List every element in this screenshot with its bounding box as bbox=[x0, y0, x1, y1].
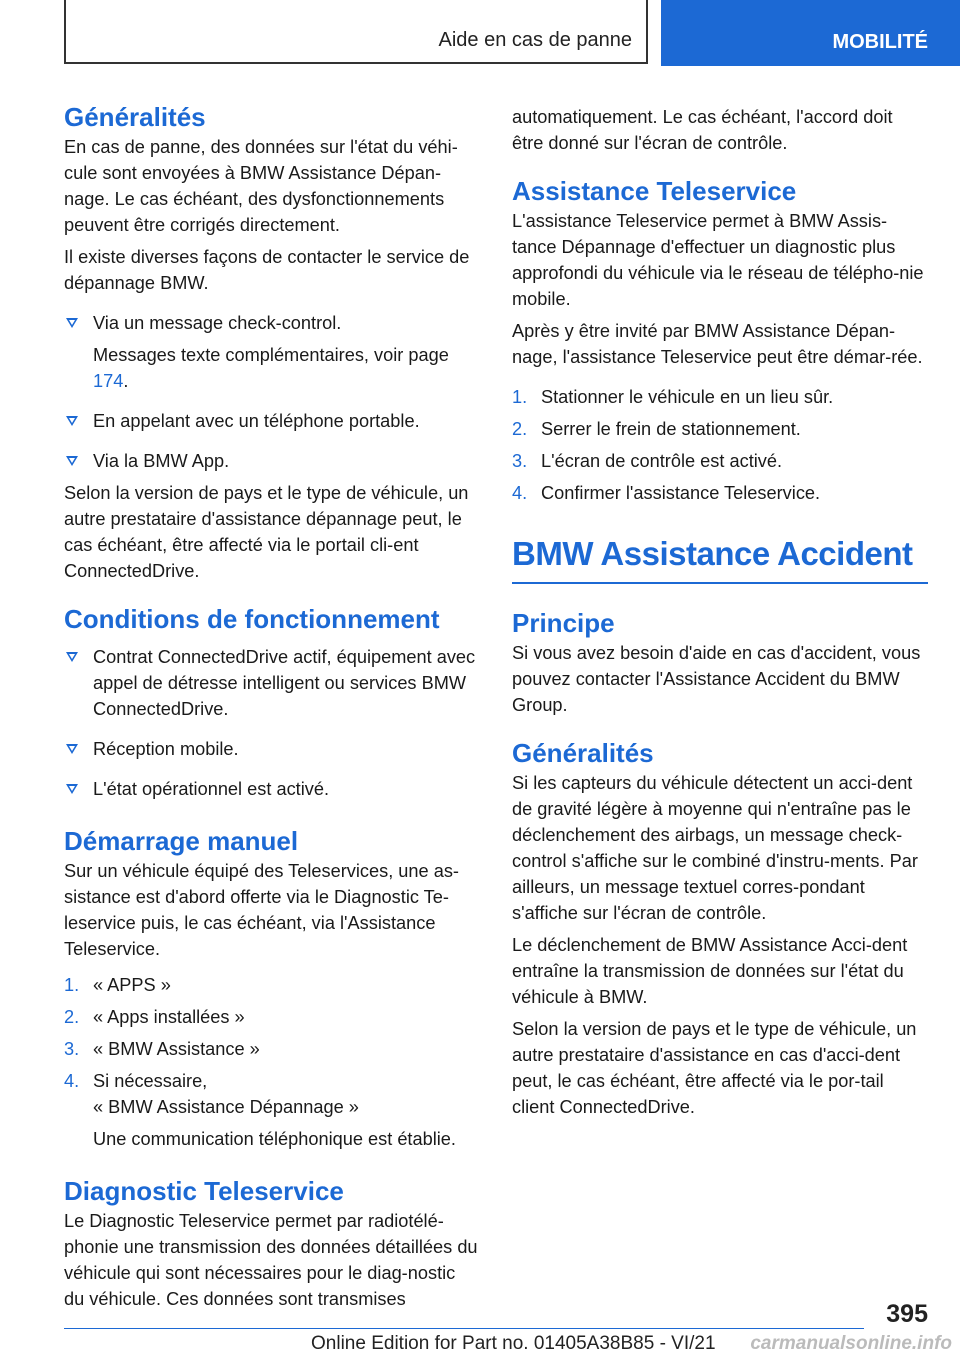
step-item bbox=[64, 1068, 480, 1152]
bullet-triangle-icon bbox=[66, 416, 78, 426]
paragraph: Si les capteurs du véhicule détectent un acci-dent de gravité légère à moyenne qui n'entraîne pas le déclenchement des airbags, un message check-control s'affiche sur le combiné d'instru-ments. Par ailleurs, un message textuel corres-pondant s'affiche sur l'écran de contrôle. bbox=[512, 773, 918, 923]
header-tab[interactable] bbox=[661, 0, 960, 66]
watermark-logo: carmanualsonline.info bbox=[750, 1333, 952, 1354]
footer-edition: Online Edition for Part no. 01405A38B85 - VI/21 bbox=[311, 1333, 716, 1354]
bullet-text: L'état opérationnel est activé. bbox=[93, 779, 330, 799]
paragraph: Le Diagnostic Teleservice permet par radiotélé-phonie une transmission des données détaillées du véhicule qui sont nécessaires pour le diag-nostic du véhicule. Ces données sont transmises bbox=[64, 1211, 478, 1309]
step-text: Serrer le frein de stationnement. bbox=[541, 419, 801, 439]
step-number: 4. bbox=[512, 483, 528, 503]
bullet-triangle-icon bbox=[66, 652, 78, 662]
bullet-triangle-icon bbox=[66, 456, 78, 466]
sub-text-end: . bbox=[123, 371, 129, 391]
step-number: 2. bbox=[64, 1007, 80, 1027]
header-section-box bbox=[64, 0, 648, 64]
paragraph: automatiquement. Le cas échéant, l'accord doit être donné sur l'écran de contrôle. bbox=[512, 107, 893, 153]
bullet-subtext bbox=[64, 342, 480, 394]
step-text: Si nécessaire, bbox=[93, 1071, 208, 1091]
step-text: L'écran de contrôle est activé. bbox=[541, 451, 783, 471]
paragraph: Sur un véhicule équipé des Teleservices, une as-sistance est d'abord offerte via le Diagnostic Te-leservice puis, le cas échéant, via l'Assistance Teleservice. bbox=[64, 861, 459, 959]
step-text: Stationner le véhicule en un lieu sûr. bbox=[541, 387, 834, 407]
paragraph: Selon la version de pays et le type de véhicule, un autre prestataire d'assistance dépannage peut, le cas échéant, être affecté via le portail cli-ent ConnectedDrive. bbox=[64, 483, 469, 581]
step-item bbox=[512, 416, 928, 442]
heading-diagnostic: Diagnostic Teleservice bbox=[64, 1176, 344, 1206]
bullet-item bbox=[64, 736, 480, 762]
left-column bbox=[64, 100, 480, 1318]
paragraph: Selon la version de pays et le type de véhicule, un autre prestataire d'assistance en cas d'acci-dent peut, le cas échéant, être affecté via le por-tail client ConnectedDrive. bbox=[512, 1019, 917, 1117]
heading-conditions: Conditions de fonctionnement bbox=[64, 604, 440, 634]
step-item bbox=[64, 1036, 480, 1062]
paragraph: Le déclenchement de BMW Assistance Acci-dent entraîne la transmission de données sur l'état du véhicule à BMW. bbox=[512, 935, 908, 1007]
step-text: Confirmer l'assistance Teleservice. bbox=[541, 483, 821, 503]
paragraph: En cas de panne, des données sur l'état du véhi-cule sont envoyées à BMW Assistance Dépan-nage. Le cas échéant, des dysfonctionnements peuvent être corrigés directement. bbox=[64, 137, 458, 235]
bullet-text: Réception mobile. bbox=[93, 739, 239, 759]
step-number: 1. bbox=[512, 387, 528, 407]
step-item bbox=[64, 1004, 480, 1030]
step-subtext: Une communication téléphonique est établie. bbox=[93, 1129, 456, 1149]
heading-demarrage: Démarrage manuel bbox=[64, 826, 299, 856]
bullet-triangle-icon bbox=[66, 318, 78, 328]
page-link[interactable]: 174 bbox=[93, 371, 124, 391]
step-item bbox=[512, 448, 928, 474]
step-number: 3. bbox=[512, 451, 528, 471]
bullet-item bbox=[64, 408, 480, 434]
paragraph: L'assistance Teleservice permet à BMW Assis-tance Dépannage d'effectuer un diagnostic plus approfondi du véhicule via le réseau de télépho-nie mobile. bbox=[512, 211, 924, 309]
step-number: 2. bbox=[512, 419, 528, 439]
bullet-item bbox=[64, 448, 480, 474]
step-item bbox=[512, 480, 928, 506]
step-text: « APPS » bbox=[93, 975, 171, 995]
right-column bbox=[512, 104, 928, 1126]
step-text: « BMW Assistance » bbox=[93, 1039, 260, 1059]
page-number: 395 bbox=[886, 1300, 928, 1328]
bullet-triangle-icon bbox=[66, 744, 78, 754]
sub-text: Messages texte complémentaires, voir page bbox=[93, 345, 449, 365]
footer-divider bbox=[64, 1328, 864, 1329]
paragraph: Il existe diverses façons de contacter le service de dépannage BMW. bbox=[64, 247, 470, 293]
bullet-text: En appelant avec un téléphone portable. bbox=[93, 411, 420, 431]
step-item bbox=[512, 384, 928, 410]
paragraph: Si vous avez besoin d'aide en cas d'accident, vous pouvez contacter l'Assistance Accident du BMW Group. bbox=[512, 643, 921, 715]
step-text-line2: « BMW Assistance Dépannage » bbox=[93, 1097, 359, 1117]
step-text: « Apps installées » bbox=[93, 1007, 245, 1027]
paragraph: Après y être invité par BMW Assistance Dépan-nage, l'assistance Teleservice peut être démar-rée. bbox=[512, 321, 923, 367]
heading-principe: Principe bbox=[512, 608, 615, 638]
heading-generalites-accident: Généralités bbox=[512, 738, 654, 768]
bullet-item bbox=[64, 776, 480, 802]
bullet-text: Via un message check-control. bbox=[93, 313, 342, 333]
step-number: 1. bbox=[64, 975, 80, 995]
heading-generalites: Généralités bbox=[64, 102, 206, 132]
bullet-text: Via la BMW App. bbox=[93, 451, 230, 471]
header-tab-label: MOBILITÉ bbox=[832, 31, 928, 53]
heading-assistance-teleservice: Assistance Teleservice bbox=[512, 176, 797, 206]
step-number: 4. bbox=[64, 1071, 80, 1091]
chapter-title: BMW Assistance Accident bbox=[512, 532, 928, 584]
bullet-triangle-icon bbox=[66, 784, 78, 794]
bullet-text: Contrat ConnectedDrive actif, équipement avec appel de détresse intelligent ou services BMW ConnectedDrive. bbox=[93, 647, 476, 719]
step-item bbox=[64, 972, 480, 998]
header-section-title: Aide en cas de panne bbox=[438, 29, 632, 51]
step-number: 3. bbox=[64, 1039, 80, 1059]
bullet-item bbox=[64, 310, 480, 336]
bullet-item bbox=[64, 644, 480, 722]
